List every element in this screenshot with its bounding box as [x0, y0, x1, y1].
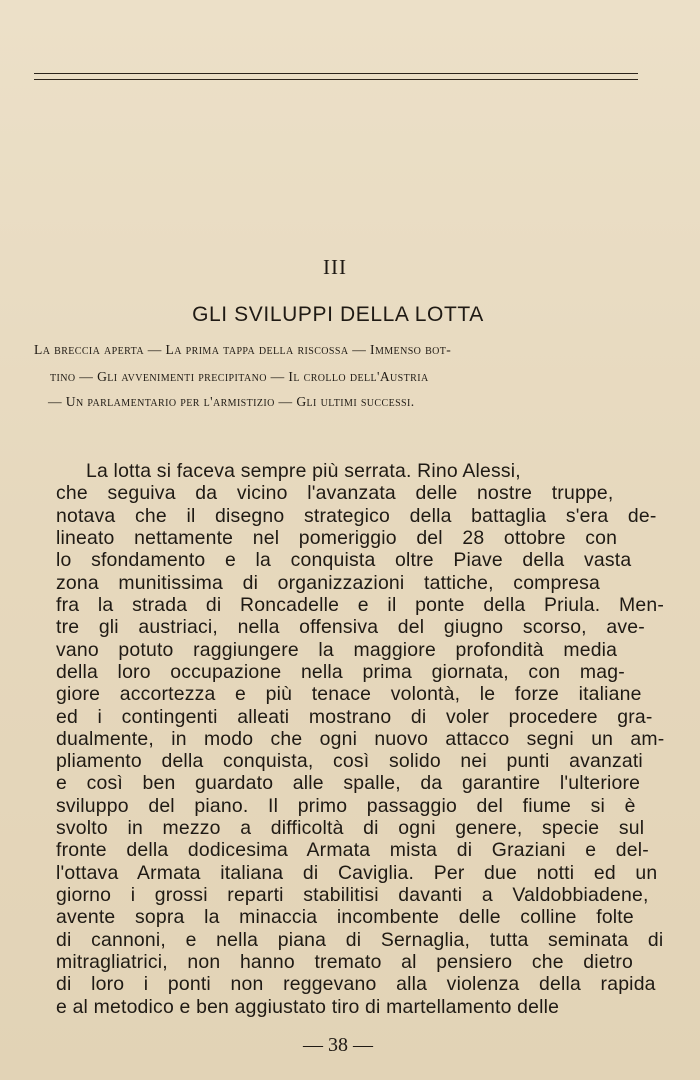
- body-line-1: La lotta si faceva sempre più serrata. Rino Alessi,: [86, 460, 521, 482]
- body-line-5: lo sfondamento e la conquista oltre Piave della vasta: [56, 549, 632, 572]
- body-line-9: vano potuto raggiungere la maggiore profondità media: [56, 638, 618, 661]
- body-line-16: sviluppo del piano. Il primo passaggio del fiume si è: [56, 794, 636, 817]
- chapter-summary-line-3: — Un parlamentario per l'armistizio — Gli ultimi successi.: [48, 394, 415, 409]
- chapter-summary-line-1: La breccia aperta — La prima tappa della riscossa — Immenso bot-: [34, 342, 452, 357]
- body-line-18: fronte della dodicesima Armata mista di Graziani e del-: [56, 839, 649, 862]
- body-line-22: di cannoni, e nella piana di Sernaglia, tutta seminata di: [56, 928, 664, 951]
- body-line-8: tre gli austriaci, nella offensiva del giugno scorso, ave-: [56, 616, 645, 639]
- body-line-12: ed i contingenti alleati mostrano di voler procedere gra-: [56, 705, 653, 728]
- body-line-21: avente sopra la minaccia incombente delle colline folte: [56, 906, 634, 929]
- body-line-2: che seguiva da vicino l'avanzata delle nostre truppe,: [56, 482, 614, 505]
- body-line-17: svolto in mezzo a difficoltà di ogni genere, specie sul: [56, 817, 645, 840]
- body-line-11: giore accortezza e più tenace volontà, le forze italiane: [56, 683, 642, 706]
- body-line-15: e così ben guardato alle spalle, da garantire l'ulteriore: [56, 772, 641, 795]
- body-line-6: zona munitissima di organizzazioni tattiche, compresa: [56, 571, 601, 594]
- body-line-7: fra la strada di Roncadelle e il ponte della Priula. Men-: [56, 593, 665, 616]
- body-line-20: giorno i grossi reparti stabilitisi davanti a Valdobbiadene,: [56, 884, 649, 907]
- chapter-number: III: [323, 255, 347, 279]
- body-line-3: notava che il disegno strategico della battaglia s'era de-: [56, 504, 657, 527]
- header-rule-upper: [34, 73, 638, 74]
- chapter-title: GLI SVILUPPI DELLA LOTTA: [192, 303, 484, 326]
- body-line-13: dualmente, in modo che ogni nuovo attacco segni un am-: [56, 727, 665, 750]
- body-line-4: lineato nettamente nel pomeriggio del 28 ottobre con: [56, 526, 618, 549]
- body-line-25: e al metodico e ben aggiustato tiro di martellamento delle: [56, 995, 560, 1018]
- body-line-24: di loro i ponti non reggevano alla violenza della rapida: [56, 973, 656, 996]
- body-line-23: mitragliatrici, non hanno tremato al pensiero che dietro: [56, 951, 633, 974]
- header-rule-lower: [34, 79, 638, 80]
- chapter-summary-line-2: tino — Gli avvenimenti precipitano — Il crollo dell'Austria: [50, 369, 429, 384]
- body-line-19: l'ottava Armata italiana di Caviglia. Per due notti ed un: [56, 861, 658, 884]
- body-line-10: della loro occupazione nella prima giornata, con mag-: [56, 660, 625, 683]
- page-number: — 38 —: [303, 1033, 373, 1056]
- body-line-14: pliamento della conquista, così solido nei punti avanzati: [56, 750, 643, 773]
